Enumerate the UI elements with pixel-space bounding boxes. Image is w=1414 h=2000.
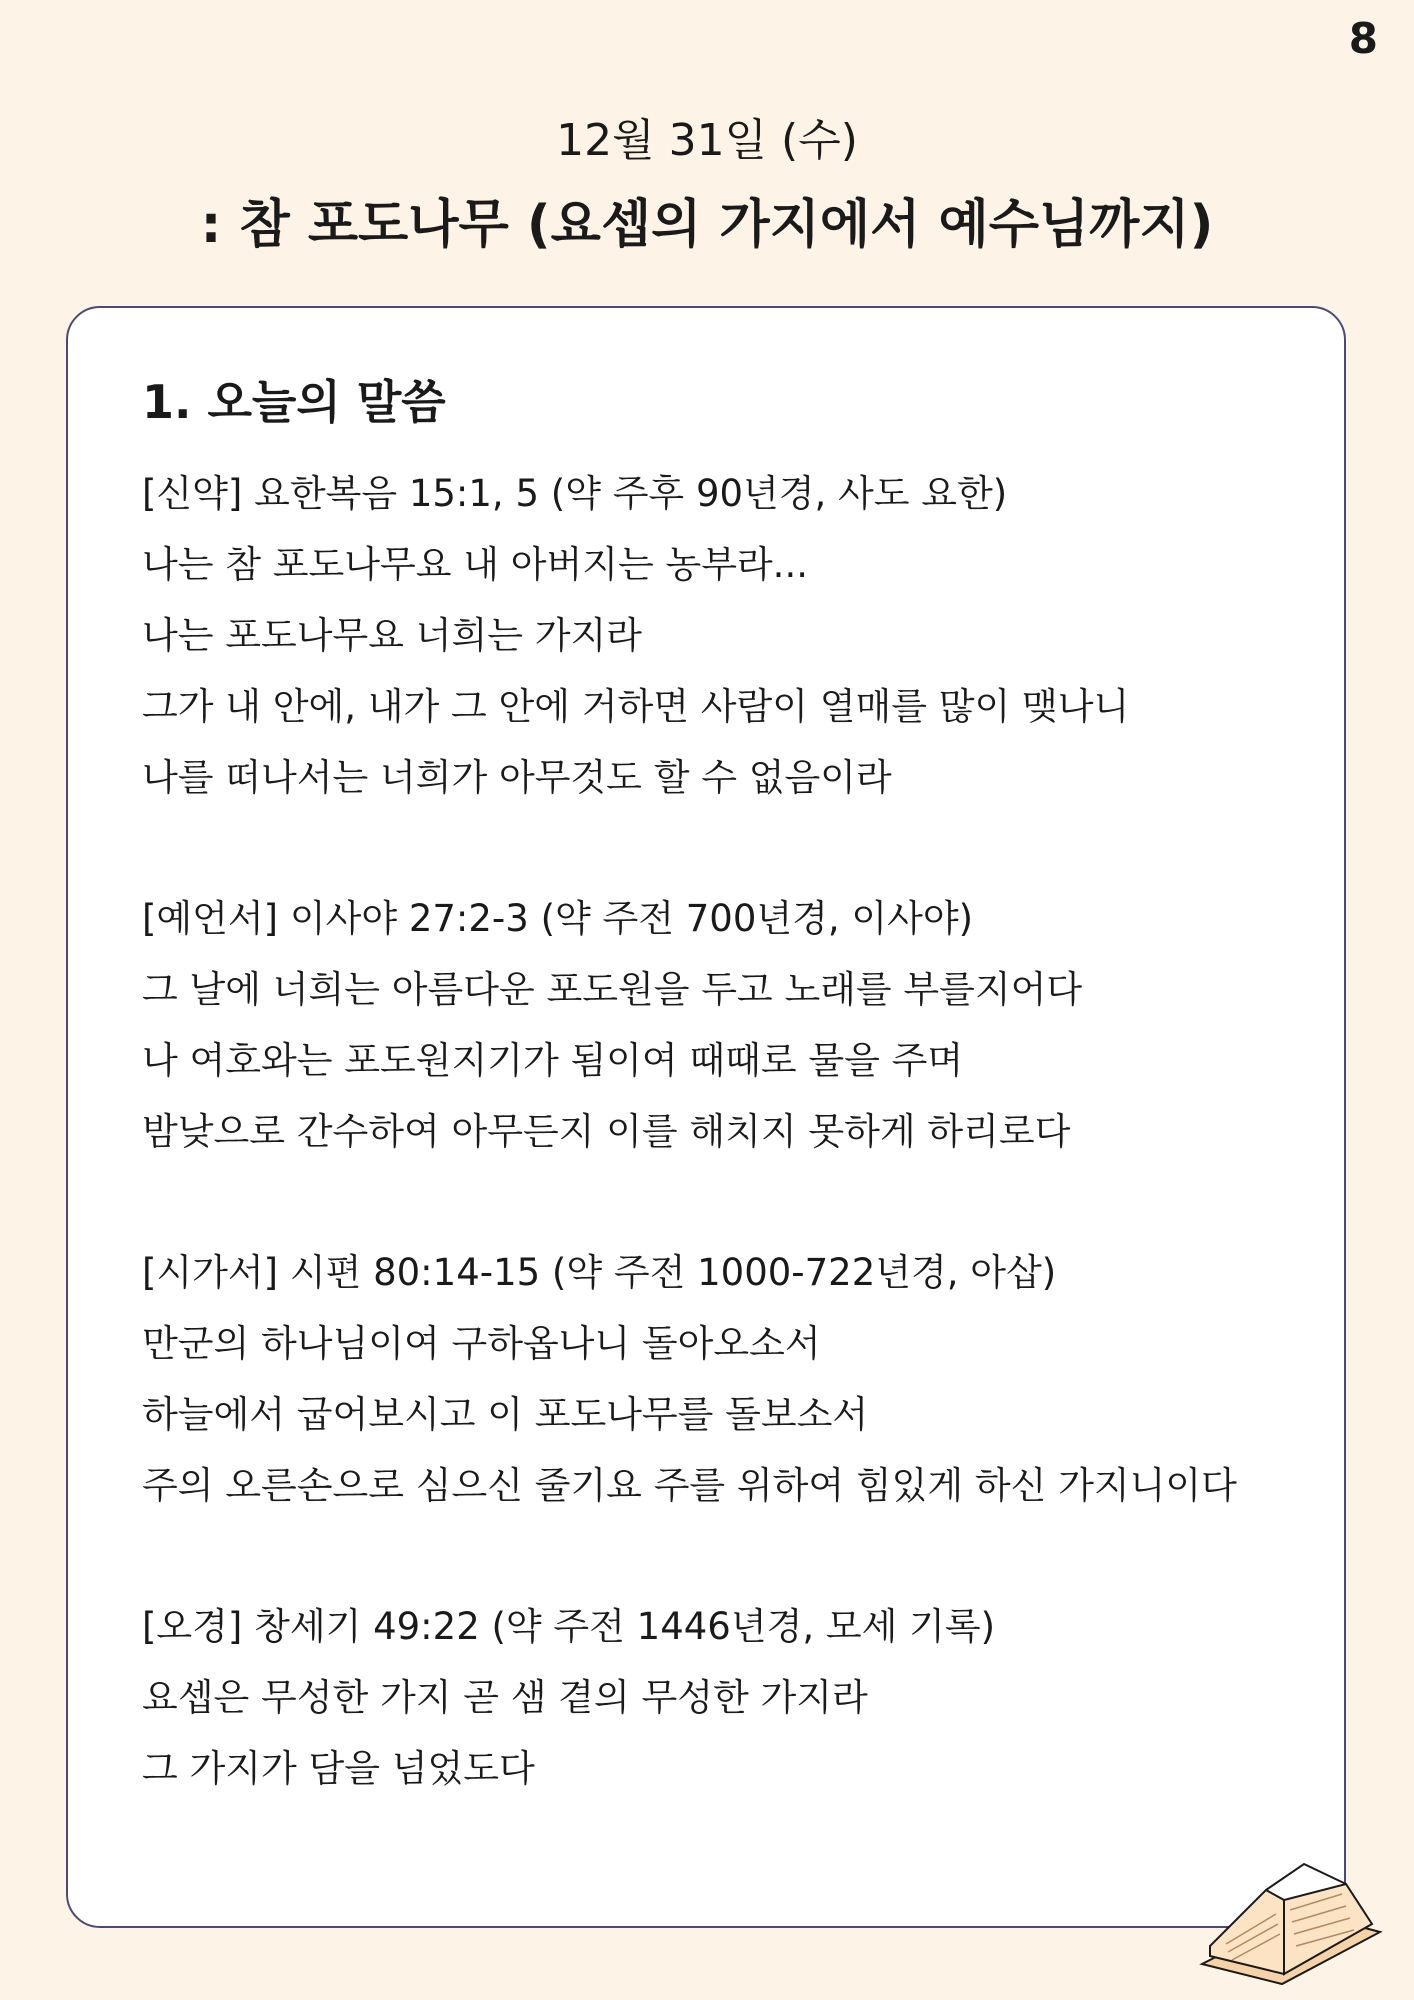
- passage-reference: [오경] 창세기 49:22 (약 주전 1446년경, 모세 기록): [142, 1605, 996, 1648]
- verse-line: 만군의 하나님이여 구하옵나니 돌아오소서: [142, 1322, 821, 1365]
- passage-reference: [예언서] 이사야 27:2-3 (약 주전 700년경, 이사야): [142, 897, 974, 940]
- passage-pentateuch: [142, 1591, 1302, 1804]
- verse-line: 나를 떠나서는 너희가 아무것도 할 수 없음이라: [142, 756, 892, 799]
- verse-line: 요셉은 무성한 가지 곧 샘 곁의 무성한 가지라: [142, 1676, 868, 1719]
- verse-line: 하늘에서 굽어보시고 이 포도나무를 돌보소서: [142, 1393, 869, 1436]
- passage-prophets: [142, 883, 1302, 1167]
- passage-list: [142, 458, 1302, 1874]
- passage-reference: [신약] 요한복음 15:1, 5 (약 주후 90년경, 사도 요한): [142, 472, 1008, 515]
- verse-line: 그 날에 너희는 아름다운 포도원을 두고 노래를 부를지어다: [142, 968, 1083, 1011]
- verse-line: 그 가지가 담을 넘었도다: [142, 1747, 535, 1790]
- passage-new-testament: [142, 458, 1302, 813]
- verse-line: 밤낮으로 간수하여 아무든지 이를 해치지 못하게 하리로다: [142, 1110, 1071, 1153]
- passage-reference: [시가서] 시편 80:14-15 (약 주전 1000-722년경, 아삽): [142, 1251, 1057, 1294]
- page-title: : 참 포도나무 (요셉의 가지에서 예수님까지): [200, 195, 1214, 255]
- open-book-icon: [1196, 1860, 1386, 1990]
- content-card: [66, 306, 1346, 1928]
- verse-line: 나는 참 포도나무요 내 아버지는 농부라...: [142, 543, 808, 586]
- verse-line: 나는 포도나무요 너희는 가지라: [142, 614, 642, 657]
- section-title: 1. 오늘의 말씀: [142, 375, 446, 429]
- verse-line: 그가 내 안에, 내가 그 안에 거하면 사람이 열매를 많이 맺나니: [142, 685, 1130, 728]
- date-heading: 12월 31일 (수): [556, 115, 858, 166]
- verse-line: 나 여호와는 포도원지기가 됨이여 때때로 물을 주며: [142, 1039, 964, 1082]
- page-number: 8: [1348, 14, 1378, 63]
- verse-line: 주의 오른손으로 심으신 줄기요 주를 위하여 힘있게 하신 가지니이다: [142, 1464, 1237, 1507]
- passage-poetry: [142, 1237, 1302, 1521]
